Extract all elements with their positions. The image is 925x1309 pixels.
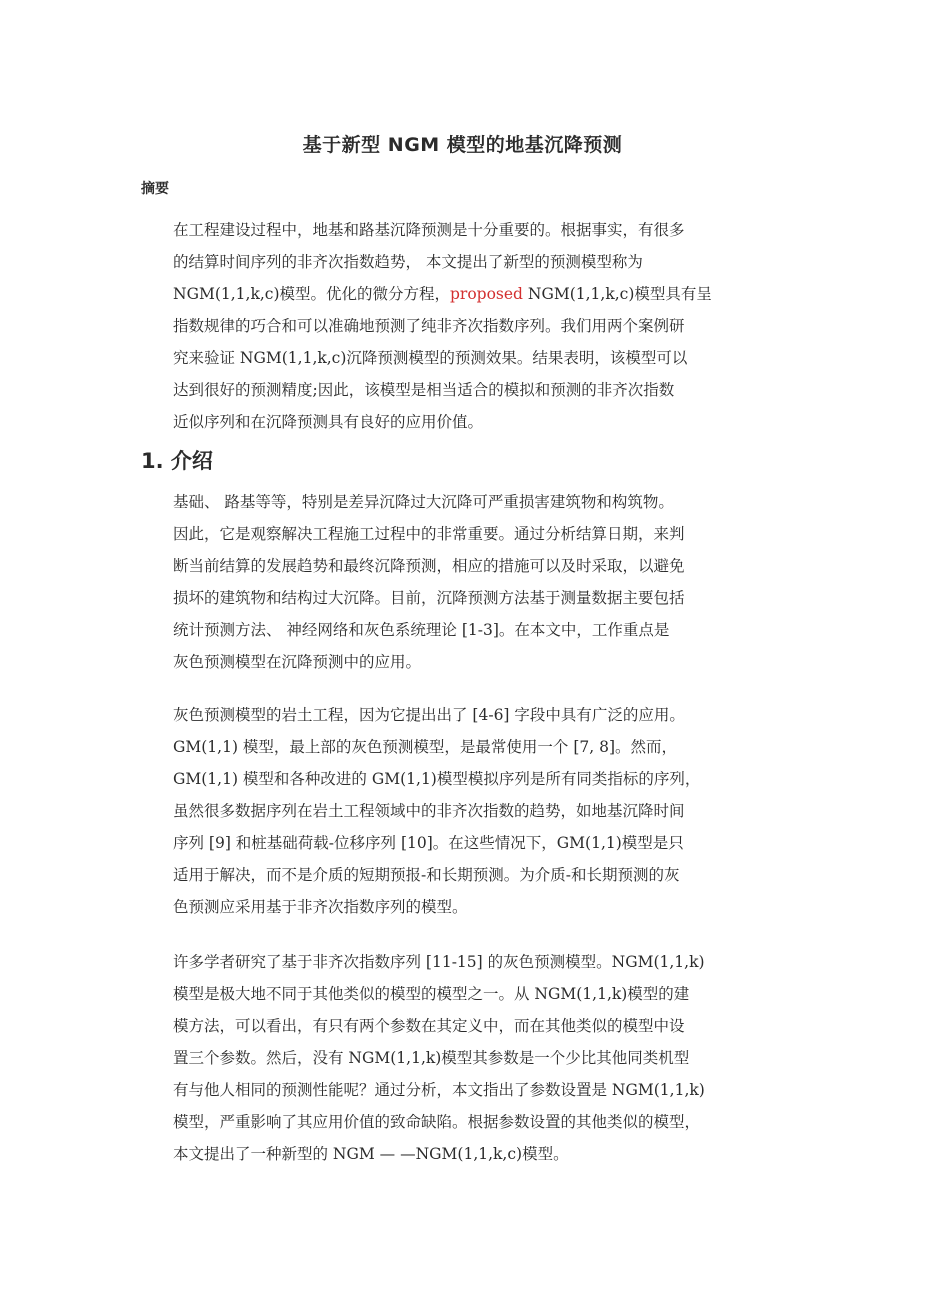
paragraph-line: 模方法，可以看出，有只有两个参数在其定义中，而在其他类似的模型中设 (173, 1017, 685, 1035)
paragraph-line: 统计预测方法、 神经网络和灰色系统理论 [1-3]。在本文中，工作重点是 (173, 621, 670, 639)
paragraph-line: 基础、 路基等等，特别是差异沉降过大沉降可严重损害建筑物和构筑物。 (173, 493, 674, 511)
paragraph-line: 本文提出了一种新型的 NGM — —NGM(1,1,k,c)模型。 (173, 1145, 569, 1163)
paragraph-line: 损坏的建筑物和结构过大沉降。目前，沉降预测方法基于测量数据主要包括 (173, 589, 685, 607)
section-heading-introduction: 1. 介绍 (141, 449, 213, 473)
paragraph-line: 因此，它是观察解决工程施工过程中的非常重要。通过分析结算日期，来判 (173, 525, 685, 543)
abstract-line: 究来验证 NGM(1,1,k,c)沉降预测模型的预测效果。结果表明，该模型可以 (173, 349, 688, 367)
intro-paragraph-2 (173, 699, 793, 923)
paragraph-line: 适用于解决，而不是介质的短期预报-和长期预测。为介质-和长期预测的灰 (173, 866, 680, 884)
abstract-line: 的结算时间序列的非齐次指数趋势， 本文提出了新型的预测模型称为 (173, 253, 643, 271)
paragraph-line: GM(1,1) 模型和各种改进的 GM(1,1)模型模拟序列是所有同类指标的序列， (173, 770, 701, 788)
intro-paragraph-3 (173, 946, 793, 1170)
abstract-paragraph (173, 214, 793, 438)
paragraph-line: 色预测应采用基于非齐次指数序列的模型。 (173, 898, 468, 916)
paragraph-line: 有与他人相同的预测性能呢？通过分析，本文指出了参数设置是 NGM(1,1,k) (173, 1081, 705, 1099)
abstract-line: 近似序列和在沉降预测具有良好的应用价值。 (173, 413, 484, 431)
paragraph-line: 断当前结算的发展趋势和最终沉降预测，相应的措施可以及时采取，以避免 (173, 557, 685, 575)
abstract-line: 指数规律的巧合和可以准确地预测了纯非齐次指数序列。我们用两个案例研 (173, 317, 685, 335)
paragraph-line: 置三个参数。然后，没有 NGM(1,1,k)模型其参数是一个少比其他同类机型 (173, 1049, 690, 1067)
intro-paragraph-1 (173, 486, 793, 678)
abstract-line-3 (173, 278, 793, 310)
paragraph-line: 模型是极大地不同于其他类似的模型的模型之一。从 NGM(1,1,k)模型的建 (173, 985, 690, 1003)
paragraph-line: 许多学者研究了基于非齐次指数序列 [11-15] 的灰色预测模型。NGM(1,1,k) (173, 953, 705, 971)
paper-title: 基于新型 NGM 模型的地基沉降预测 (302, 134, 623, 156)
paragraph-line: 灰色预测模型在沉降预测中的应用。 (173, 653, 422, 671)
paragraph-line: 序列 [9] 和桩基础荷载-位移序列 [10]。在这些情况下，GM(1,1)模型是只 (173, 834, 684, 852)
abstract-line-3-head: NGM(1,1,k,c)模型。优化的微分方程， (173, 285, 450, 303)
abstract-line: 在工程建设过程中，地基和路基沉降预测是十分重要的。根据事实，有很多 (173, 221, 685, 239)
paragraph-line: 模型，严重影响了其应用价值的致命缺陷。根据参数设置的其他类似的模型， (173, 1113, 701, 1131)
paragraph-line: 虽然很多数据序列在岩土工程领域中的非齐次指数的趋势，如地基沉降时间 (173, 802, 685, 820)
abstract-heading: 摘要 (141, 181, 169, 197)
paragraph-line: 灰色预测模型的岩土工程，因为它提出出了 [4-6] 字段中具有广泛的应用。 (173, 706, 685, 724)
abstract-line: 达到很好的预测精度;因此，该模型是相当适合的模拟和预测的非齐次指数 (173, 381, 675, 399)
abstract-line-3-tail: NGM(1,1,k,c)模型具有呈 (522, 285, 712, 303)
highlighted-word: proposed (450, 285, 523, 303)
paragraph-line: GM(1,1) 模型，最上部的灰色预测模型，是最常使用一个 [7, 8]。然而， (173, 738, 678, 756)
